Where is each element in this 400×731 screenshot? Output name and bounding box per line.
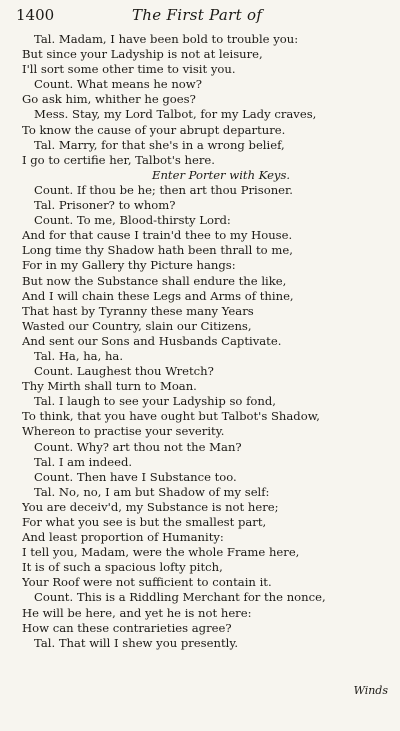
text-line: Long time thy Shadow hath been thrall to me, [22, 243, 293, 258]
text-line: Your Roof were not sufficient to contain it. [22, 575, 272, 590]
text-line: And sent our Sons and Husbands Captivate. [22, 333, 282, 348]
text-line: For in my Gallery thy Picture hangs: [22, 258, 236, 273]
text-line: Tal. Prisoner? to whom? [34, 198, 176, 213]
text-line: How can these contrarieties agree? [22, 620, 232, 635]
text-line: Tal. Madam, I have been bold to trouble you: [34, 32, 299, 46]
text-line: Count. Then have I Substance too. [34, 469, 237, 484]
text-line: You are deceiv'd, my Substance is not here; [22, 499, 279, 514]
text-line: Tal. I laugh to see your Ladyship so fond, [34, 394, 276, 409]
text-column [22, 32, 390, 651]
text-line: Wasted our Country, slain our Citizens, [22, 318, 252, 333]
text-line: Tal. That will I shew you presently. [34, 635, 239, 650]
page-number: 1400 [16, 6, 55, 24]
text-line: Tal. Ha, ha, ha. [34, 348, 124, 363]
text-line: To think, that you have ought but Talbot's Shadow, [22, 409, 320, 424]
text-line: Thy Mirth shall turn to Moan. [22, 379, 197, 394]
text-line: Count. Laughest thou Wretch? [34, 364, 214, 379]
text-line: Count. This is a Riddling Merchant for the nonce, [34, 590, 326, 605]
text-line: That hast by Tyranny these many Years [22, 303, 254, 318]
text-line: But since your Ladyship is not at leisure, [22, 47, 263, 62]
text-line: Count. Why? art thou not the Man? [34, 439, 242, 454]
text-line: And I will chain these Legs and Arms of thine, [22, 288, 294, 303]
text-line: But now the Substance shall endure the like, [22, 273, 287, 288]
text-line: Count. If thou be he; then art thou Prisoner. [34, 182, 293, 197]
text-line: Tal. Marry, for that she's in a wrong belief, [34, 137, 285, 152]
catchword: Winds [353, 684, 388, 697]
text-line: Count. To me, Blood-thirsty Lord: [34, 213, 231, 228]
running-head: The First Part of [132, 6, 263, 24]
text-line: I tell you, Madam, were the whole Frame here, [22, 545, 300, 560]
text-line: Tal. I am indeed. [34, 454, 133, 469]
text-line: And least proportion of Humanity: [22, 530, 224, 545]
text-line: Count. What means he now? [34, 77, 202, 92]
text-line: It is of such a spacious lofty pitch, [22, 560, 223, 575]
text-line: Mess. Stay, my Lord Talbot, for my Lady craves, [34, 107, 317, 122]
page-header [16, 4, 386, 26]
stage-direction: Enter Porter with Keys. [152, 167, 291, 182]
text-line: Whereon to practise your severity. [22, 424, 225, 439]
text-line: I'll sort some other time to visit you. [22, 62, 236, 77]
text-line: Tal. No, no, I am but Shadow of my self: [34, 484, 270, 499]
text-line: To know the cause of your abrupt departure. [22, 122, 286, 137]
text-line: He will be here, and yet he is not here: [22, 605, 252, 620]
text-line: Go ask him, whither he goes? [22, 92, 196, 107]
text-line: And for that cause I train'd thee to my House. [22, 228, 293, 243]
text-line: I go to certifie her, Talbot's here. [22, 152, 215, 167]
text-line: For what you see is but the smallest part, [22, 515, 267, 529]
